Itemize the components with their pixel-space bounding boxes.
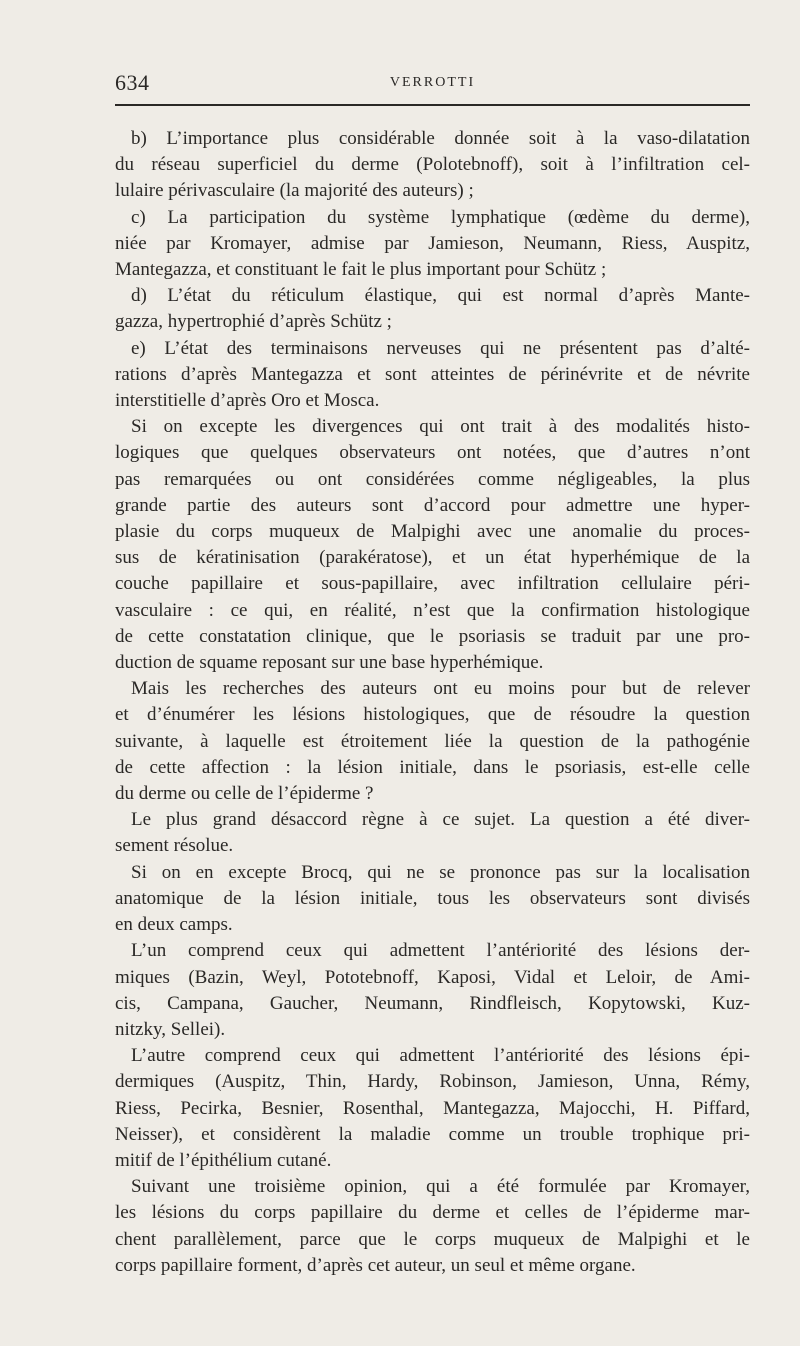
text-line: chent parallèlement, parce que le corps muqueux de Malpighi et le bbox=[115, 1228, 750, 1250]
text-line: niée par Kromayer, admise par Jamieson, Neumann, Riess, Auspitz, bbox=[115, 232, 750, 254]
paragraph bbox=[115, 205, 750, 284]
text-line: Si on excepte les divergences qui ont trait à des modalités histo- bbox=[131, 416, 750, 438]
text-line: nitzky, Sellei). bbox=[115, 1018, 226, 1040]
paragraph bbox=[115, 676, 750, 807]
text-line: logiques que quelques observateurs ont notées, que d’autres n’ont bbox=[115, 442, 750, 464]
header-rule bbox=[115, 104, 750, 106]
text-line: suivante, à laquelle est étroitement liée la question de la pathogénie bbox=[115, 730, 750, 752]
text-line: couche papillaire et sous-papillaire, avec infiltration cellulaire péri- bbox=[115, 573, 750, 595]
text-line: Mais les recherches des auteurs ont eu moins pour but de relever bbox=[131, 678, 750, 700]
text-line: duction de squame reposant sur une base hyperhémique. bbox=[115, 652, 544, 674]
text-line: pas remarquées ou ont considérées comme négligeables, la plus bbox=[115, 468, 750, 490]
text-line: b) L’importance plus considérable donnée soit à la vaso-dilatation bbox=[131, 128, 750, 149]
text-line: anatomique de la lésion initiale, tous les observateurs sont divisés bbox=[115, 887, 750, 909]
text-line: dermiques (Auspitz, Thin, Hardy, Robinson, Jamieson, Unna, Rémy, bbox=[115, 1071, 750, 1093]
running-head: VERROTTI bbox=[389, 75, 476, 90]
paragraph bbox=[115, 283, 750, 335]
text-line: et d’énumérer les lésions histologiques, que de résoudre la question bbox=[115, 704, 750, 726]
paragraph bbox=[115, 807, 750, 859]
text-line: sus de kératinisation (parakératose), et un état hyperhémique de la bbox=[115, 547, 750, 569]
text-line: les lésions du corps papillaire du derme et celles de l’épiderme mar- bbox=[115, 1202, 750, 1224]
text-line: du derme ou celle de l’épiderme ? bbox=[115, 783, 374, 805]
text-line: cis, Campana, Gaucher, Neumann, Rindfleisch, Kopytowski, Kuz- bbox=[115, 992, 750, 1014]
text-line: gazza, hypertrophié d’après Schütz ; bbox=[115, 311, 392, 333]
text-line: lulaire périvasculaire (la majorité des auteurs) ; bbox=[115, 180, 474, 202]
paragraph bbox=[115, 414, 750, 676]
paragraph bbox=[115, 860, 750, 939]
text-line: L’un comprend ceux qui admettent l’antériorité des lésions der- bbox=[131, 940, 750, 962]
text-line: de cette constatation clinique, que le psoriasis se traduit par une pro- bbox=[115, 625, 750, 647]
paragraph bbox=[115, 1043, 750, 1174]
text-line: du réseau superficiel du derme (Polotebnoff), soit à l’infiltration cel- bbox=[115, 154, 750, 176]
text-line: L’autre comprend ceux qui admettent l’antériorité des lésions épi- bbox=[131, 1045, 750, 1067]
page-header bbox=[115, 70, 750, 100]
text-line: rations d’après Mantegazza et sont atteintes de périnévrite et de névrite bbox=[115, 363, 750, 385]
paragraph bbox=[115, 938, 750, 1043]
text-line: vasculaire : ce qui, en réalité, n’est que la confirmation histologique bbox=[115, 599, 750, 621]
text-line: d) L’état du réticulum élastique, qui est normal d’après Mante- bbox=[131, 285, 750, 307]
page-number: 634 bbox=[115, 70, 150, 95]
text-line: plasie du corps muqueux de Malpighi avec une anomalie du proces- bbox=[115, 521, 750, 543]
text-line: en deux camps. bbox=[115, 914, 233, 936]
text-line: interstitielle d’après Oro et Mosca. bbox=[115, 390, 380, 412]
paragraph bbox=[115, 126, 750, 205]
paragraph bbox=[115, 1174, 750, 1279]
paragraph bbox=[115, 336, 750, 415]
text-line: Suivant une troisième opinion, qui a été formulée par Kromayer, bbox=[131, 1176, 750, 1198]
text-line: Riess, Pecirka, Besnier, Rosenthal, Mantegazza, Majocchi, H. Piffard, bbox=[115, 1097, 750, 1119]
text-line: Si on en excepte Brocq, qui ne se prononce pas sur la localisation bbox=[131, 861, 750, 883]
text-line: miques (Bazin, Weyl, Pototebnoff, Kaposi, Vidal et Leloir, de Ami- bbox=[115, 966, 750, 988]
text-line: Le plus grand désaccord règne à ce sujet. La question a été diver- bbox=[131, 809, 750, 831]
text-line: c) La participation du système lymphatique (œdème du derme), bbox=[131, 206, 750, 228]
text-line: mitif de l’épithélium cutané. bbox=[115, 1149, 332, 1171]
text-line: Neisser), et considèrent la maladie comme un trouble trophique pri- bbox=[115, 1123, 750, 1145]
text-line: e) L’état des terminaisons nerveuses qui ne présentent pas d’alté- bbox=[131, 337, 750, 359]
text-line: corps papillaire forment, d’après cet auteur, un seul et même organe. bbox=[115, 1254, 636, 1276]
text-line: grande partie des auteurs sont d’accord pour admettre une hyper- bbox=[115, 494, 750, 516]
body-text bbox=[115, 126, 750, 1279]
text-line: de cette affection : la lésion initiale, dans le psoriasis, est-elle celle bbox=[115, 756, 750, 778]
text-line: sement résolue. bbox=[115, 835, 234, 857]
text-line: Mantegazza, et constituant le fait le plus important pour Schütz ; bbox=[115, 259, 607, 281]
